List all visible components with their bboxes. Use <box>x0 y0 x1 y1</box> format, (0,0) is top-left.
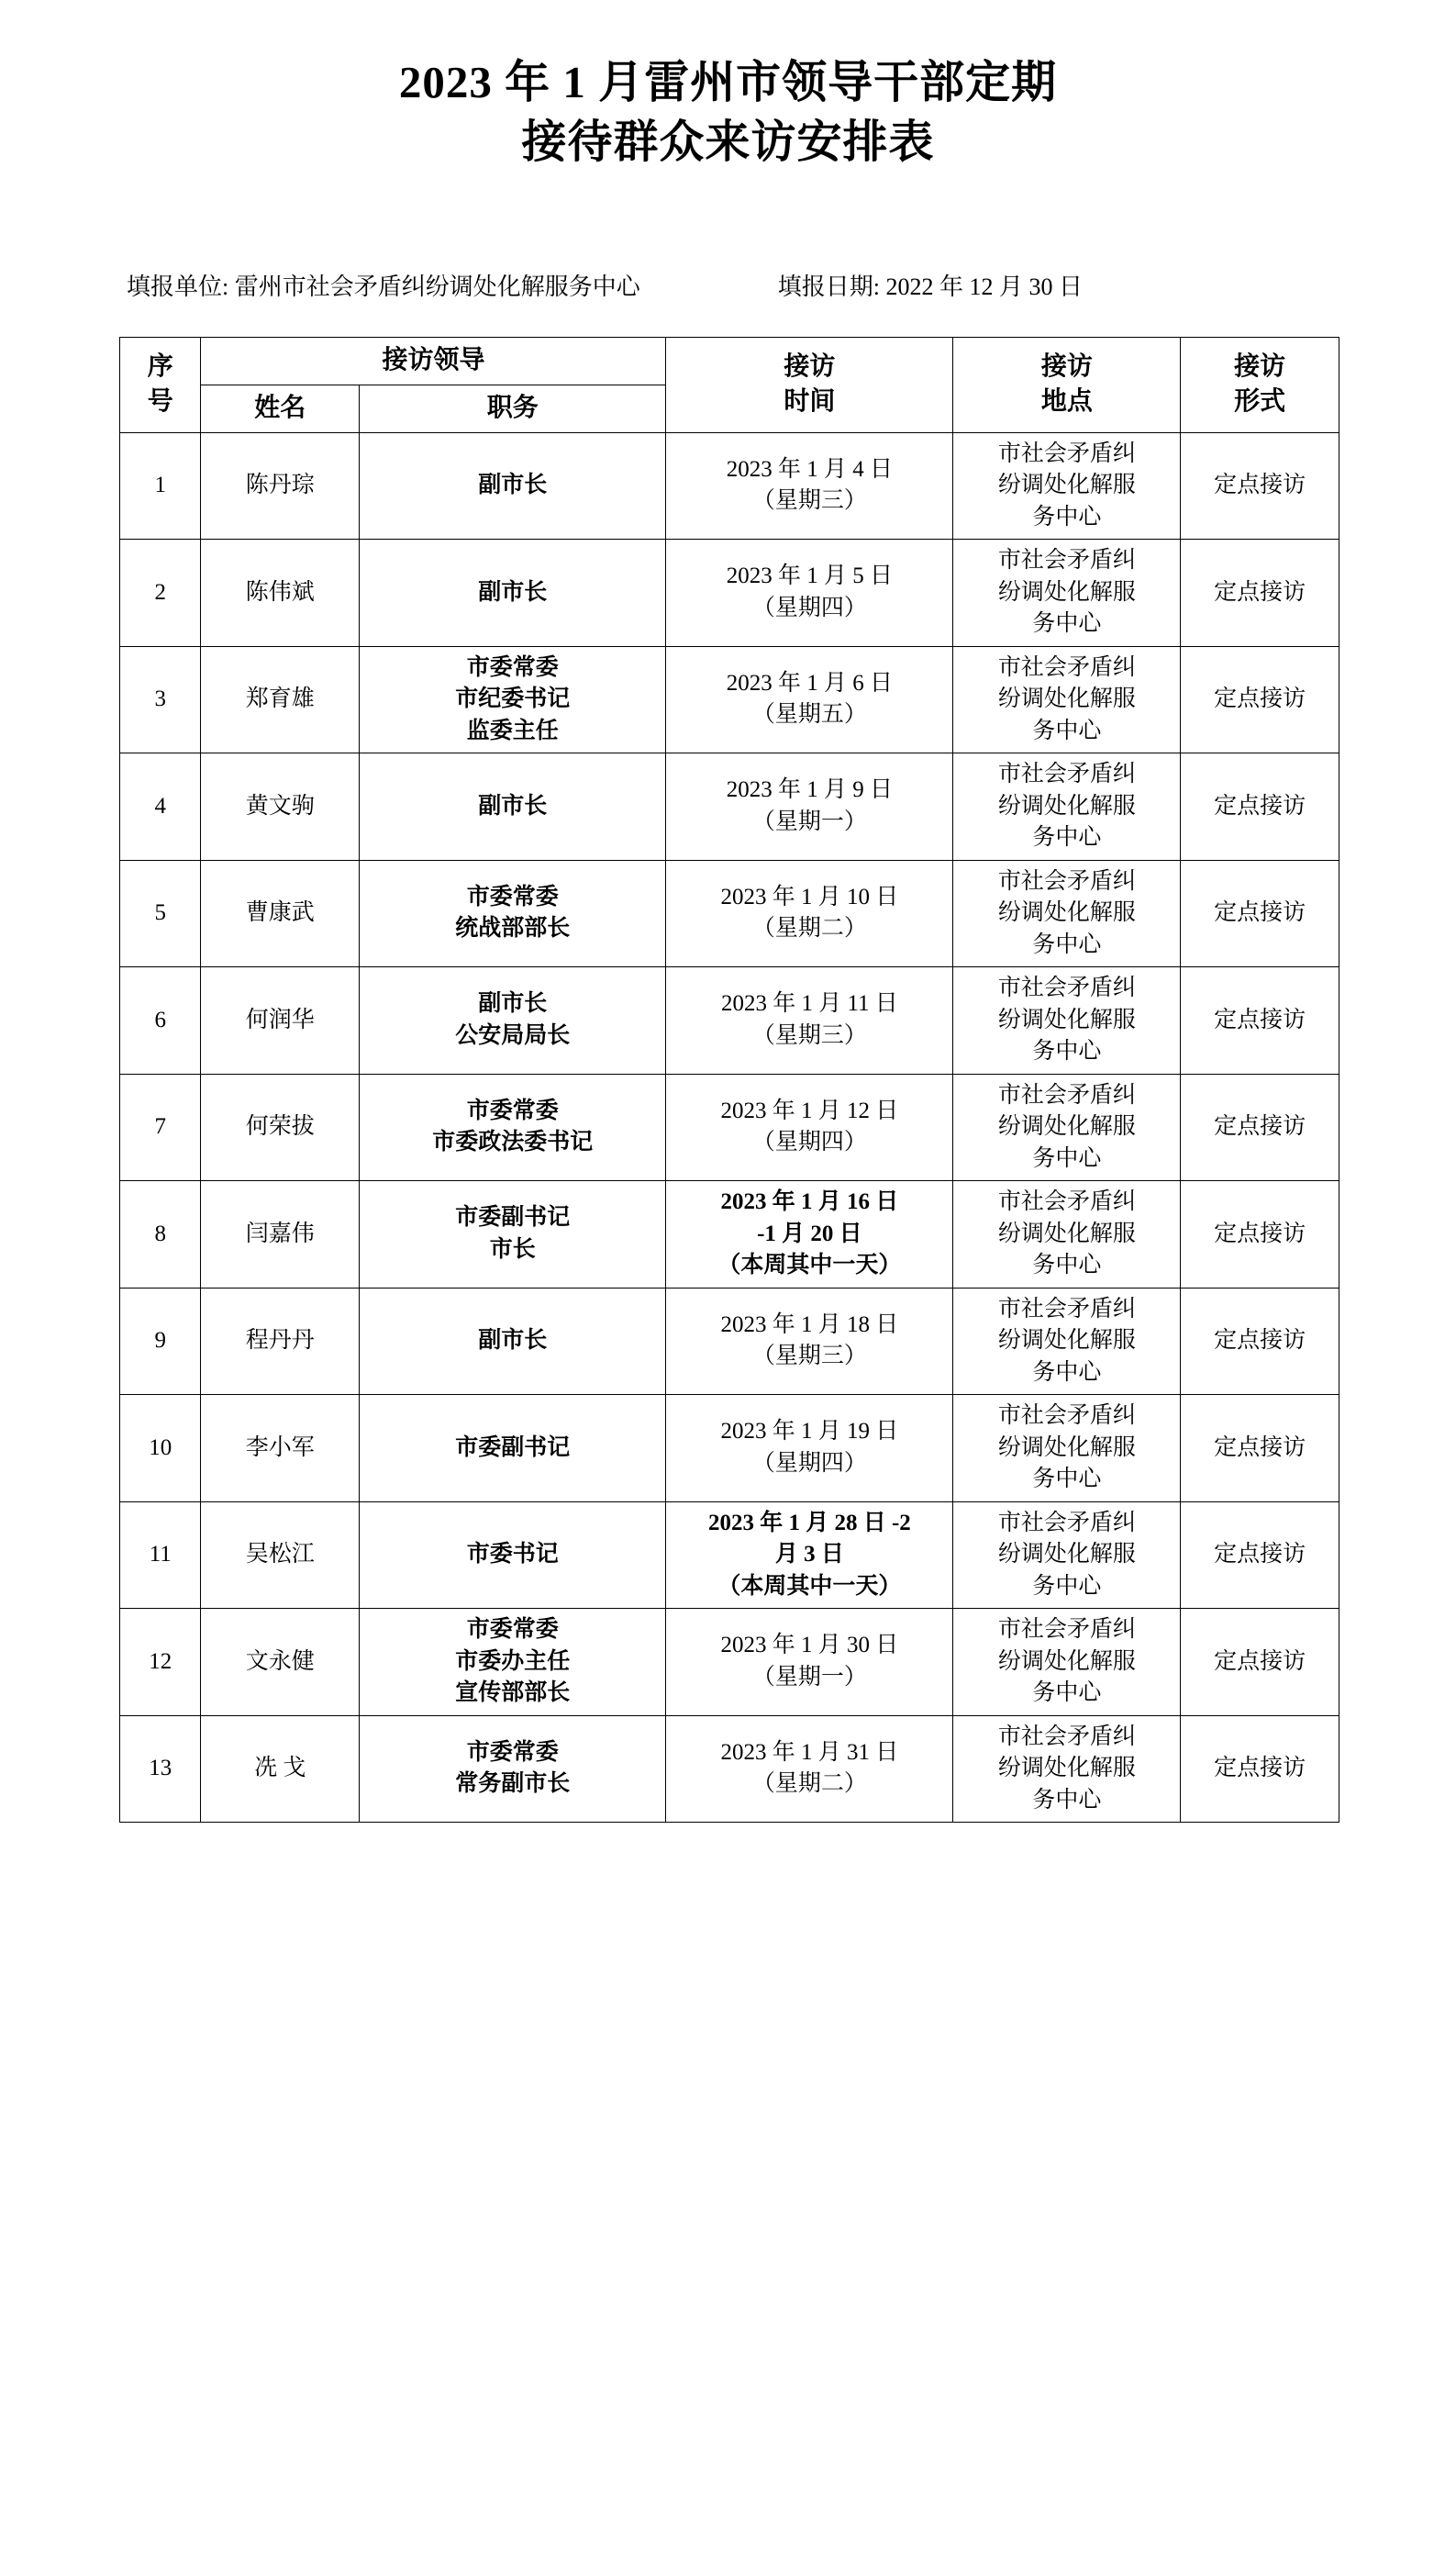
header-leader-group: 接访领导 <box>201 338 666 385</box>
reporting-date: 填报日期: 2022 年 12 月 30 日 <box>777 273 1083 301</box>
cell-no: 5 <box>120 860 201 967</box>
cell-form: 定点接访 <box>1181 1395 1339 1502</box>
cell-no: 13 <box>120 1715 201 1823</box>
cell-place-line: 市社会矛盾纠 <box>997 548 1136 574</box>
cell-time <box>666 1715 953 1823</box>
cell-form: 定点接访 <box>1181 860 1339 967</box>
cell-place <box>953 1074 1181 1181</box>
cell-form: 定点接访 <box>1181 1181 1339 1289</box>
cell-post-line: 常务副市长 <box>455 1771 571 1797</box>
cell-post-line: 市委办主任 <box>455 1648 571 1674</box>
cell-time <box>666 860 953 967</box>
cell-leader-post <box>360 1715 666 1823</box>
cell-place-line: 纷调处化解服 <box>997 1007 1136 1032</box>
table-row <box>120 1501 1339 1609</box>
cell-no: 8 <box>120 1181 201 1289</box>
cell-place-line: 市社会矛盾纠 <box>997 1189 1136 1215</box>
cell-place-line: 市社会矛盾纠 <box>997 1403 1136 1429</box>
cell-no: 10 <box>120 1395 201 1502</box>
cell-post-line: 副市长 <box>478 1328 548 1354</box>
cell-place <box>953 646 1181 753</box>
cell-place-line: 务中心 <box>1032 1573 1102 1599</box>
cell-time-line: （星期一） <box>751 1664 867 1690</box>
cell-place-line: 市社会矛盾纠 <box>997 441 1136 466</box>
cell-place-line: 纷调处化解服 <box>997 579 1136 605</box>
cell-post-line: 公安局局长 <box>455 1022 571 1048</box>
cell-time-line: （星期一） <box>751 809 867 834</box>
cell-place-line: 纷调处化解服 <box>997 1756 1136 1781</box>
cell-leader-post <box>360 540 666 647</box>
cell-time-line: （本周其中一天） <box>717 1573 902 1599</box>
cell-no: 11 <box>120 1501 201 1609</box>
table-row <box>120 753 1339 861</box>
cell-place-line: 务中心 <box>1032 1359 1102 1385</box>
cell-place-line: 务中心 <box>1032 1787 1102 1813</box>
cell-place-line: 纷调处化解服 <box>997 1648 1136 1674</box>
cell-leader-name: 曹康武 <box>201 860 360 967</box>
cell-leader-name: 冼 戈 <box>201 1715 360 1823</box>
header-form-line-2: 形式 <box>1234 387 1286 417</box>
table-row <box>120 967 1339 1075</box>
cell-time-line: 2023 年 1 月 30 日 <box>720 1633 899 1658</box>
header-time-line-1: 接访 <box>784 351 836 381</box>
cell-form: 定点接访 <box>1181 1609 1339 1716</box>
cell-leader-name: 闫嘉伟 <box>201 1181 360 1289</box>
cell-time-line: （星期四） <box>751 1130 867 1155</box>
cell-place-line: 纷调处化解服 <box>997 900 1136 926</box>
cell-post-line: 市委常委 <box>466 1098 559 1123</box>
cell-time <box>666 432 953 540</box>
cell-post-line: 统战部部长 <box>455 916 571 942</box>
cell-leader-post <box>360 967 666 1075</box>
cell-place <box>953 1609 1181 1716</box>
cell-post-line: 市委副书记 <box>455 1434 571 1460</box>
cell-place-line: 务中心 <box>1032 1467 1102 1492</box>
cell-leader-name: 何荣拔 <box>201 1074 360 1181</box>
cell-post-line: 监委主任 <box>466 718 559 743</box>
cell-post-line: 市委常委 <box>466 884 559 909</box>
cell-time <box>666 646 953 753</box>
cell-leader-name: 郑育雄 <box>201 646 360 753</box>
header-place-line-2: 地点 <box>1040 387 1093 417</box>
table-row <box>120 1288 1339 1395</box>
cell-place-line: 市社会矛盾纠 <box>997 976 1136 1001</box>
cell-leader-post <box>360 1395 666 1502</box>
cell-post-line: 副市长 <box>478 793 548 819</box>
table-row <box>120 1181 1339 1289</box>
cell-leader-post <box>360 1181 666 1289</box>
header-form-line-1: 接访 <box>1234 351 1286 381</box>
cell-no: 1 <box>120 432 201 540</box>
cell-time-line: （本周其中一天） <box>717 1253 902 1278</box>
cell-place-line: 纷调处化解服 <box>997 793 1136 819</box>
header-place <box>953 338 1181 432</box>
cell-time-line: 2023 年 1 月 4 日 <box>726 456 893 482</box>
cell-time <box>666 540 953 647</box>
cell-place-line: 市社会矛盾纠 <box>997 868 1136 894</box>
title-line-1: 2023 年 1 月雷州市领导干部定期 <box>398 57 1058 107</box>
table-row <box>120 1395 1339 1502</box>
table-row <box>120 646 1339 753</box>
page-title <box>119 53 1337 172</box>
cell-place <box>953 1395 1181 1502</box>
cell-time-line: 2023 年 1 月 11 日 <box>720 991 898 1017</box>
cell-leader-name: 文永健 <box>201 1609 360 1716</box>
cell-place-line: 纷调处化解服 <box>997 1542 1136 1567</box>
cell-place <box>953 753 1181 861</box>
cell-form: 定点接访 <box>1181 432 1339 540</box>
cell-time-line: （星期五） <box>751 702 867 728</box>
cell-leader-post <box>360 1501 666 1609</box>
cell-post-line: 市委书记 <box>466 1542 559 1567</box>
cell-time-line: -1 月 20 日 <box>757 1221 862 1246</box>
cell-time-line: 2023 年 1 月 10 日 <box>720 884 899 909</box>
cell-time <box>666 1288 953 1395</box>
cell-leader-post <box>360 1288 666 1395</box>
cell-time-line: 2023 年 1 月 12 日 <box>720 1098 899 1123</box>
cell-post-line: 市委常委 <box>466 1617 559 1643</box>
cell-time-line: 2023 年 1 月 5 日 <box>726 563 893 589</box>
cell-time-line: 月 3 日 <box>774 1542 844 1567</box>
table-row <box>120 1074 1339 1181</box>
cell-form: 定点接访 <box>1181 1074 1339 1181</box>
cell-place-line: 市社会矛盾纠 <box>997 1082 1136 1108</box>
cell-post-line: 市长 <box>489 1236 536 1262</box>
cell-place <box>953 1715 1181 1823</box>
cell-no: 4 <box>120 753 201 861</box>
cell-leader-post <box>360 432 666 540</box>
cell-time-line: 2023 年 1 月 6 日 <box>726 670 893 696</box>
cell-place-line: 纷调处化解服 <box>997 1328 1136 1354</box>
header-form <box>1181 338 1339 432</box>
header-time <box>666 338 953 432</box>
cell-place <box>953 432 1181 540</box>
cell-time <box>666 967 953 1075</box>
cell-place-line: 纷调处化解服 <box>997 1114 1136 1140</box>
cell-post-line: 市委常委 <box>466 654 559 680</box>
cell-post-line: 副市长 <box>478 473 548 498</box>
header-post: 职务 <box>360 385 666 432</box>
cell-time <box>666 1501 953 1609</box>
cell-form: 定点接访 <box>1181 540 1339 647</box>
cell-leader-post <box>360 860 666 967</box>
cell-time <box>666 1609 953 1716</box>
cell-no: 7 <box>120 1074 201 1181</box>
cell-no: 6 <box>120 967 201 1075</box>
cell-leader-name: 陈伟斌 <box>201 540 360 647</box>
cell-time <box>666 1181 953 1289</box>
cell-time <box>666 1395 953 1502</box>
schedule-table <box>119 337 1339 1823</box>
cell-no: 12 <box>120 1609 201 1716</box>
cell-form: 定点接访 <box>1181 967 1339 1075</box>
cell-time-line: 2023 年 1 月 28 日 -2 <box>707 1510 911 1535</box>
header-no-line-1: 序 <box>147 351 173 381</box>
table-row <box>120 860 1339 967</box>
cell-post-line: 宣传部部长 <box>455 1680 571 1706</box>
cell-place-line: 市社会矛盾纠 <box>997 1510 1136 1535</box>
cell-place-line: 纷调处化解服 <box>997 1221 1136 1246</box>
cell-time-line: 2023 年 1 月 16 日 <box>720 1189 899 1215</box>
table-body <box>120 432 1339 1823</box>
cell-place-line: 务中心 <box>1032 1253 1102 1278</box>
header-no <box>120 338 201 432</box>
header-no-line-2: 号 <box>147 387 173 417</box>
cell-place-line: 务中心 <box>1032 611 1102 637</box>
header-time-line-2: 时间 <box>784 387 836 417</box>
title-line-2: 接待群众来访安排表 <box>521 116 935 167</box>
table-row <box>120 1715 1339 1823</box>
cell-place-line: 市社会矛盾纠 <box>997 1724 1136 1749</box>
cell-place <box>953 860 1181 967</box>
table-row <box>120 540 1339 647</box>
cell-place-line: 纷调处化解服 <box>997 473 1136 498</box>
cell-leader-post <box>360 1609 666 1716</box>
cell-place <box>953 540 1181 647</box>
cell-place-line: 务中心 <box>1032 1039 1102 1065</box>
cell-form: 定点接访 <box>1181 1715 1339 1823</box>
cell-post-line: 市委常委 <box>466 1739 559 1765</box>
cell-place-line: 务中心 <box>1032 825 1102 851</box>
header-name: 姓名 <box>201 385 360 432</box>
cell-time-line: （星期四） <box>751 595 867 620</box>
cell-place-line: 务中心 <box>1032 1680 1102 1706</box>
cell-place-line: 务中心 <box>1032 718 1102 743</box>
cell-time-line: （星期三） <box>751 1022 867 1048</box>
cell-place <box>953 967 1181 1075</box>
reporting-unit: 填报单位: 雷州市社会矛盾纠纷调处化解服务中心 <box>127 273 640 301</box>
cell-leader-name: 黄文驹 <box>201 753 360 861</box>
cell-leader-post <box>360 646 666 753</box>
meta-row <box>119 268 1337 302</box>
cell-place-line: 务中心 <box>1032 1145 1102 1171</box>
cell-place-line: 务中心 <box>1032 932 1102 957</box>
cell-leader-name: 陈丹琮 <box>201 432 360 540</box>
cell-place-line: 务中心 <box>1032 504 1102 530</box>
cell-time-line: 2023 年 1 月 31 日 <box>720 1739 899 1765</box>
cell-place-line: 市社会矛盾纠 <box>997 1617 1136 1643</box>
header-row-1 <box>120 338 1339 385</box>
cell-form: 定点接访 <box>1181 753 1339 861</box>
cell-time-line: （星期三） <box>751 1344 867 1369</box>
cell-time <box>666 1074 953 1181</box>
cell-place-line: 纷调处化解服 <box>997 1434 1136 1460</box>
cell-place <box>953 1288 1181 1395</box>
cell-form: 定点接访 <box>1181 1501 1339 1609</box>
cell-leader-name: 程丹丹 <box>201 1288 360 1395</box>
cell-time <box>666 753 953 861</box>
cell-place-line: 市社会矛盾纠 <box>997 762 1136 787</box>
cell-no: 3 <box>120 646 201 753</box>
cell-post-line: 市委副书记 <box>455 1205 571 1231</box>
cell-post-line: 市委政法委书记 <box>432 1130 594 1155</box>
cell-leader-name: 何润华 <box>201 967 360 1075</box>
cell-time-line: 2023 年 1 月 9 日 <box>726 777 893 803</box>
cell-place-line: 市社会矛盾纠 <box>997 1296 1136 1322</box>
table-row <box>120 1609 1339 1716</box>
cell-no: 2 <box>120 540 201 647</box>
cell-leader-name: 李小军 <box>201 1395 360 1502</box>
cell-place-line: 纷调处化解服 <box>997 686 1136 712</box>
table-row <box>120 432 1339 540</box>
cell-time-line: （星期四） <box>751 1450 867 1476</box>
cell-post-line: 市纪委书记 <box>455 686 571 712</box>
cell-place <box>953 1181 1181 1289</box>
cell-place-line: 市社会矛盾纠 <box>997 654 1136 680</box>
cell-no: 9 <box>120 1288 201 1395</box>
cell-time-line: （星期二） <box>751 1771 867 1797</box>
cell-form: 定点接访 <box>1181 1288 1339 1395</box>
cell-leader-post <box>360 1074 666 1181</box>
cell-time-line: （星期二） <box>751 916 867 942</box>
cell-post-line: 副市长 <box>478 991 548 1017</box>
cell-form: 定点接访 <box>1181 646 1339 753</box>
cell-leader-name: 吴松江 <box>201 1501 360 1609</box>
cell-place <box>953 1501 1181 1609</box>
cell-time-line: 2023 年 1 月 19 日 <box>720 1419 899 1445</box>
cell-post-line: 副市长 <box>478 579 548 605</box>
cell-leader-post <box>360 753 666 861</box>
table-header <box>120 338 1339 432</box>
cell-time-line: （星期三） <box>751 488 867 514</box>
header-place-line-1: 接访 <box>1040 351 1093 381</box>
cell-time-line: 2023 年 1 月 18 日 <box>720 1311 899 1337</box>
